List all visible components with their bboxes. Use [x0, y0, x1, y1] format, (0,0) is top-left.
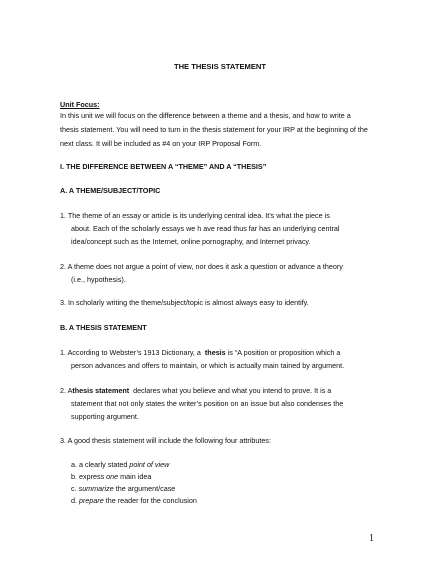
theme-item-2-line: (i.e., hypothesis). — [71, 275, 126, 284]
theme-item-3-line: 3. In scholarly writing the theme/subject/topic is almost always easy to identify. — [60, 298, 309, 307]
attribute-emphasis: one — [106, 472, 119, 481]
unit-focus-line: next class. It will be included as #4 on your IRP Proposal Form. — [60, 139, 262, 148]
thesis-item-1-rest: is “A position or proposition which a — [225, 348, 341, 357]
theme-item-1-line: about. Each of the scholarly essays we h ave read thus far has an underlying central — [71, 224, 340, 233]
section-heading-difference: I. THE DIFFERENCE BETWEEN A “THEME” AND A “THESIS” — [60, 162, 267, 171]
unit-focus-line: In this unit we will focus on the difference between a theme and a thesis, and how to write a — [60, 111, 351, 120]
attribute-text: main idea — [120, 472, 152, 481]
thesis-item-2-prefix: 2. A — [60, 386, 73, 395]
attribute-item — [71, 495, 197, 507]
attribute-text: express — [79, 472, 105, 481]
thesis-item-2-line: supporting argument. — [71, 412, 139, 421]
thesis-item-3-line: 3. A good thesis statement will include the following four attributes: — [60, 436, 271, 445]
thesis-item-1-prefix: 1. According to Webster’s 1913 Dictionary, a — [60, 348, 201, 357]
thesis-item-2-line: statement that not only states the writer’s position on an issue but also condenses the — [71, 399, 344, 408]
attribute-emphasis: point of view — [129, 460, 170, 469]
theme-item-1-line: 1. The theme of an essay or article is its underlying central idea. It’s what the piece is — [60, 211, 330, 220]
theme-item-1-line: idea/concept such as the Internet, online pornography, and Internet privacy. — [71, 237, 311, 246]
attribute-label: b. — [71, 472, 77, 481]
attribute-text: the argument/case — [115, 484, 176, 493]
attribute-text: a clearly stated — [79, 460, 128, 469]
thesis-statement-term: thesis statement — [72, 386, 130, 395]
thesis-item-2-line — [60, 385, 331, 397]
section-heading-thesis: B. A THESIS STATEMENT — [60, 323, 147, 332]
page-number: 1 — [369, 533, 374, 544]
attribute-text: the reader for the conclusion — [103, 496, 197, 505]
thesis-item-1-line — [60, 347, 340, 359]
attribute-label: c. — [71, 484, 77, 493]
section-heading-theme: A. A THEME/SUBJECT/TOPIC — [60, 186, 161, 195]
attribute-emphasis: summarize — [78, 484, 114, 493]
thesis-term: thesis — [204, 348, 226, 357]
unit-focus-heading: Unit Focus: — [60, 100, 100, 109]
unit-focus-line: thesis statement. You will need to turn in the thesis statement for your IRP at the beginning of the — [60, 125, 368, 134]
document-title: THE THESIS STATEMENT — [173, 62, 267, 71]
attribute-item — [71, 483, 175, 495]
attribute-label: a. — [71, 460, 77, 469]
attribute-item — [71, 459, 169, 471]
theme-item-2-line: 2. A theme does not argue a point of view, nor does it ask a question or advance a theory — [60, 262, 343, 271]
attribute-item — [71, 471, 151, 483]
thesis-item-1-line: person advances and offers to maintain, or which is actually main tained by argument. — [71, 361, 345, 370]
attribute-emphasis: prepare — [79, 496, 104, 505]
attribute-label: d. — [71, 496, 77, 505]
thesis-item-2-rest: declares what you believe and what you intend to prove. It is a — [133, 386, 332, 395]
